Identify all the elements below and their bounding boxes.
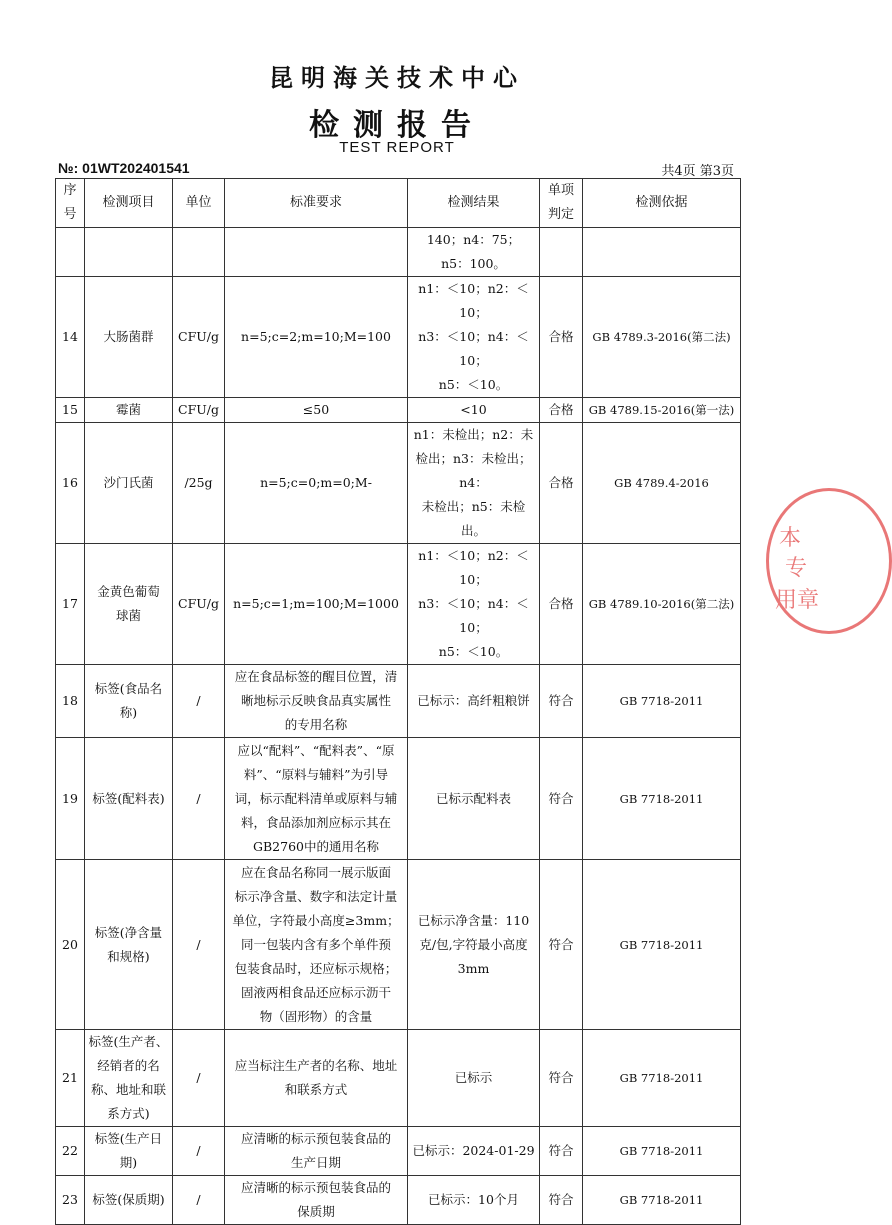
table-cell: GB 4789.15-2016(第一法) (583, 398, 741, 423)
table-cell: 霉菌 (85, 398, 173, 423)
table-cell: GB 7718-2011 (583, 738, 741, 860)
col-header: 序号 (56, 179, 85, 228)
table-cell: 合格 (540, 277, 583, 398)
table-cell: 应清晰的标示预包装食品的 保质期 (225, 1176, 408, 1225)
col-header: 检测项目 (85, 179, 173, 228)
table-cell: n1：未检出；n2：未 检出；n3：未检出；n4： 未检出；n5：未检出。 (408, 423, 540, 544)
table-cell: CFU/g (173, 544, 225, 665)
table-cell: 符合 (540, 665, 583, 738)
table-row (56, 1127, 741, 1176)
table-cell: 已标示净含量：110 克/包,字符最小高度 3mm (408, 860, 540, 1030)
table-cell: n1：＜10；n2：＜10； n3：＜10；n4：＜10； n5：＜10。 (408, 544, 540, 665)
table-cell: n=5;c=1;m=100;M=1000 (225, 544, 408, 665)
report-title: 检测报告 (309, 108, 485, 143)
table-cell (540, 228, 583, 277)
table-cell: 应当标注生产者的名称、地址 和联系方式 (225, 1030, 408, 1127)
org-title: 昆明海关技术中心 (269, 63, 525, 92)
table-cell: 16 (56, 423, 85, 544)
table-cell: n=5;c=2;m=10;M=100 (225, 277, 408, 398)
table-cell: 符合 (540, 1030, 583, 1127)
table-cell: 符合 (540, 1127, 583, 1176)
table-cell: 标签(净含量 和规格) (85, 860, 173, 1030)
table-cell: / (173, 738, 225, 860)
col-header: 单项判定 (540, 179, 583, 228)
table-cell: 标签(生产者、 经销者的名 称、地址和联 系方式) (85, 1030, 173, 1127)
table-cell: 标签(保质期) (85, 1176, 173, 1225)
table-cell: GB 4789.10-2016(第二法) (583, 544, 741, 665)
table-cell: / (173, 665, 225, 738)
table-cell (85, 228, 173, 277)
table-cell: 应在食品名称同一展示版面 标示净含量、数字和法定计量 单位，字符最小高度≥3mm； 同一包装内含有多个单件预 包装食品时，还应标示规格； 固液两相食品还应标示沥干 物（固形物）的含量 (225, 860, 408, 1030)
table-row (56, 665, 741, 738)
page-info: 共4页 第3页 (661, 164, 734, 179)
table-cell: 140；n4：75； n5：100。 (408, 228, 540, 277)
table-cell: GB 7718-2011 (583, 860, 741, 1030)
table-cell: CFU/g (173, 277, 225, 398)
table-cell: 金黄色葡萄 球菌 (85, 544, 173, 665)
table-cell: 符合 (540, 860, 583, 1030)
table-cell: 14 (56, 277, 85, 398)
report-title-en: TEST REPORT (339, 139, 455, 156)
results-table (55, 178, 741, 1225)
col-header: 单位 (173, 179, 225, 228)
table-cell (173, 228, 225, 277)
table-cell (583, 228, 741, 277)
table-cell: 已标示 (408, 1030, 540, 1127)
table-cell: 22 (56, 1127, 85, 1176)
table-cell: ≤50 (225, 398, 408, 423)
table-cell (56, 228, 85, 277)
table-row (56, 860, 741, 1030)
table-cell: 20 (56, 860, 85, 1030)
table-cell: 19 (56, 738, 85, 860)
table-cell: <10 (408, 398, 540, 423)
table-cell: 应清晰的标示预包装食品的 生产日期 (225, 1127, 408, 1176)
report-number: №: 01WT202401541 (58, 160, 190, 176)
table-cell: / (173, 1127, 225, 1176)
table-cell: 沙门氏菌 (85, 423, 173, 544)
table-header-row (56, 179, 741, 228)
col-header: 标准要求 (225, 179, 408, 228)
table-cell: 已标示：10个月 (408, 1176, 540, 1225)
table-cell: GB 7718-2011 (583, 1030, 741, 1127)
table-cell: / (173, 860, 225, 1030)
table-cell: / (173, 1030, 225, 1127)
table-cell: 标签(配料表) (85, 738, 173, 860)
table-row (56, 1176, 741, 1225)
table-body (56, 228, 741, 1225)
table-row (56, 398, 741, 423)
table-cell: GB 7718-2011 (583, 1127, 741, 1176)
table-cell: n=5;c=0;m=0;M- (225, 423, 408, 544)
table-row (56, 544, 741, 665)
col-header: 检测依据 (583, 179, 741, 228)
table-cell: 合格 (540, 544, 583, 665)
table-cell: GB 4789.3-2016(第二法) (583, 277, 741, 398)
table-row (56, 228, 741, 277)
table-cell: 23 (56, 1176, 85, 1225)
table-cell: GB 7718-2011 (583, 1176, 741, 1225)
table-cell: 符合 (540, 1176, 583, 1225)
table-row (56, 277, 741, 398)
table-cell: 15 (56, 398, 85, 423)
table-cell: CFU/g (173, 398, 225, 423)
table-cell: 标签(生产日 期) (85, 1127, 173, 1176)
table-cell: / (173, 1176, 225, 1225)
table-row (56, 423, 741, 544)
table-cell: GB 7718-2011 (583, 665, 741, 738)
table-cell: 17 (56, 544, 85, 665)
table-cell: n1：＜10；n2：＜10； n3：＜10；n4：＜10； n5：＜10。 (408, 277, 540, 398)
red-seal-stamp: 本 专 用章 (766, 488, 892, 634)
table-cell: GB 4789.4-2016 (583, 423, 741, 544)
table-cell: 合格 (540, 423, 583, 544)
table-cell: 符合 (540, 738, 583, 860)
table-row (56, 738, 741, 860)
table-cell: 应在食品标签的醒目位置，清 晰地标示反映食品真实属性 的专用名称 (225, 665, 408, 738)
table-cell: 已标示：2024-01-29 (408, 1127, 540, 1176)
table-cell: 已标示：高纤粗粮饼 (408, 665, 540, 738)
table-cell: 标签(食品名 称) (85, 665, 173, 738)
table-row (56, 1030, 741, 1127)
table-cell (225, 228, 408, 277)
col-header: 检测结果 (408, 179, 540, 228)
table-cell: 合格 (540, 398, 583, 423)
table-cell: 大肠菌群 (85, 277, 173, 398)
table-cell: 已标示配料表 (408, 738, 540, 860)
table-cell: 21 (56, 1030, 85, 1127)
table-cell: 18 (56, 665, 85, 738)
table-cell: 应以“配料”、“配料表”、“原 料”、“原料与辅料”为引导 词，标示配料清单或原料与辅 料，食品添加剂应标示其在 GB2760中的通用名称 (225, 738, 408, 860)
table-cell: /25g (173, 423, 225, 544)
